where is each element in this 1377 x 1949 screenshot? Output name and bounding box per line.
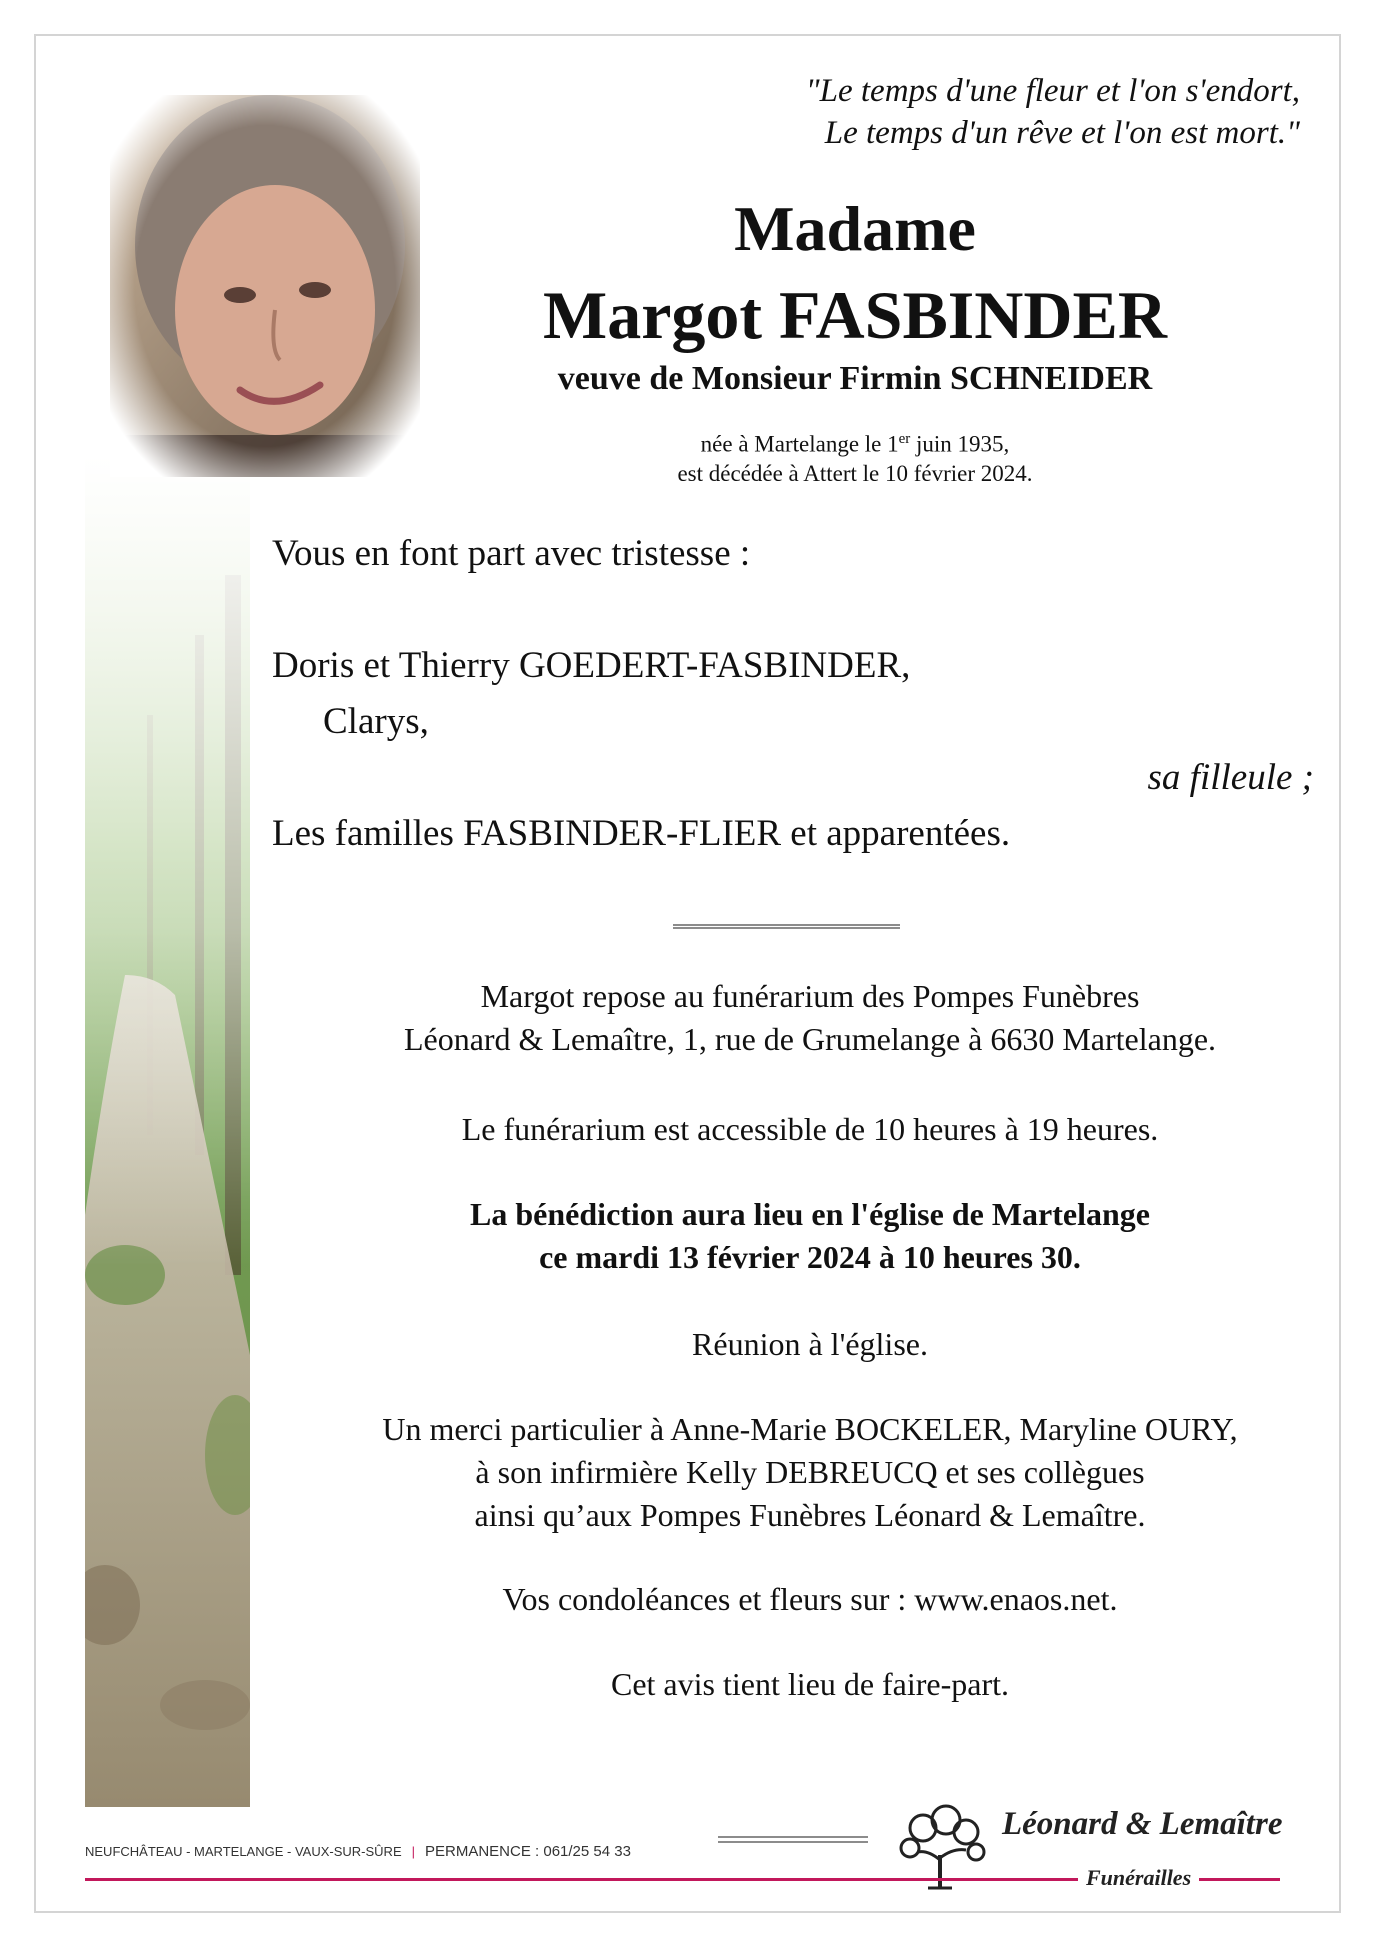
family-intro: Vous en font part avec tristesse : — [272, 533, 751, 574]
footer-separator: | — [411, 1844, 415, 1859]
thanks-line-3: ainsi qu’aux Pompes Funèbres Léonard & Lemaître. — [474, 1497, 1146, 1533]
tree-logo-icon — [888, 1800, 988, 1890]
birth-line — [420, 424, 1290, 460]
footer-locations: NEUFCHÂTEAU - MARTELANGE - VAUX-SUR-SÛRE — [85, 1844, 402, 1859]
repose-line-2: Léonard & Lemaître, 1, rue de Grumelange à 6630 Martelange. — [403, 1021, 1217, 1057]
portrait-photo — [110, 95, 420, 477]
thanks-line-1: Un merci particulier à Anne-Marie BOCKELER, Maryline OURY, — [382, 1411, 1238, 1447]
family-line-1: Doris et Thierry GOEDERT-FASBINDER, — [272, 645, 911, 686]
blessing-info — [300, 1193, 1320, 1279]
quote — [660, 70, 1300, 154]
birth-sup: er — [898, 431, 911, 447]
access-hours: Le funérarium est accessible de 10 heures à 19 heures. — [461, 1111, 1159, 1147]
footer-permanence: PERMANENCE : 061/25 54 33 — [425, 1843, 631, 1860]
section-divider — [673, 924, 900, 929]
family-line-3: sa filleule ; — [1147, 757, 1314, 798]
repose-info — [300, 975, 1320, 1061]
footer-contact — [85, 1843, 631, 1860]
footer-divider — [718, 1836, 868, 1843]
reunion: Réunion à l'église. — [692, 1326, 928, 1362]
blessing-line-2: ce mardi 13 février 2024 à 10 heures 30. — [539, 1239, 1081, 1275]
blessing-line-1: La bénédiction aura lieu en l'église de Martelange — [470, 1196, 1150, 1232]
brand-name: Léonard & Lemaître — [1002, 1806, 1283, 1842]
quote-line-2: Le temps d'un rêve et l'on est mort." — [824, 115, 1300, 151]
family-line-4: Les familles FASBINDER-FLIER et apparentées. — [272, 813, 1011, 854]
condolences: Vos condoléances et fleurs sur : www.enaos.net. — [502, 1581, 1118, 1617]
notice: Cet avis tient lieu de faire-part. — [610, 1666, 1010, 1702]
birth-suffix: juin 1935, — [910, 431, 1010, 457]
family-line-2: Clarys, — [323, 701, 429, 742]
title-madame: Madame — [734, 193, 976, 264]
brand-subtitle: Funérailles — [1078, 1865, 1199, 1891]
thanks — [300, 1408, 1320, 1537]
death-line: est décédée à Attert le 10 février 2024. — [677, 461, 1033, 486]
repose-line-1: Margot repose au funérarium des Pompes Funèbres — [480, 978, 1140, 1014]
thanks-line-2: à son infirmière Kelly DEBREUCQ et ses collègues — [475, 1454, 1145, 1490]
birth-prefix: née à Martelange le 1 — [700, 431, 899, 457]
deceased-name: Margot FASBINDER — [543, 277, 1167, 353]
widow-of: veuve de Monsieur Firmin SCHNEIDER — [557, 360, 1153, 397]
forest-path-image — [85, 455, 250, 1807]
quote-line-1: "Le temps d'une fleur et l'on s'endort, — [805, 73, 1300, 109]
